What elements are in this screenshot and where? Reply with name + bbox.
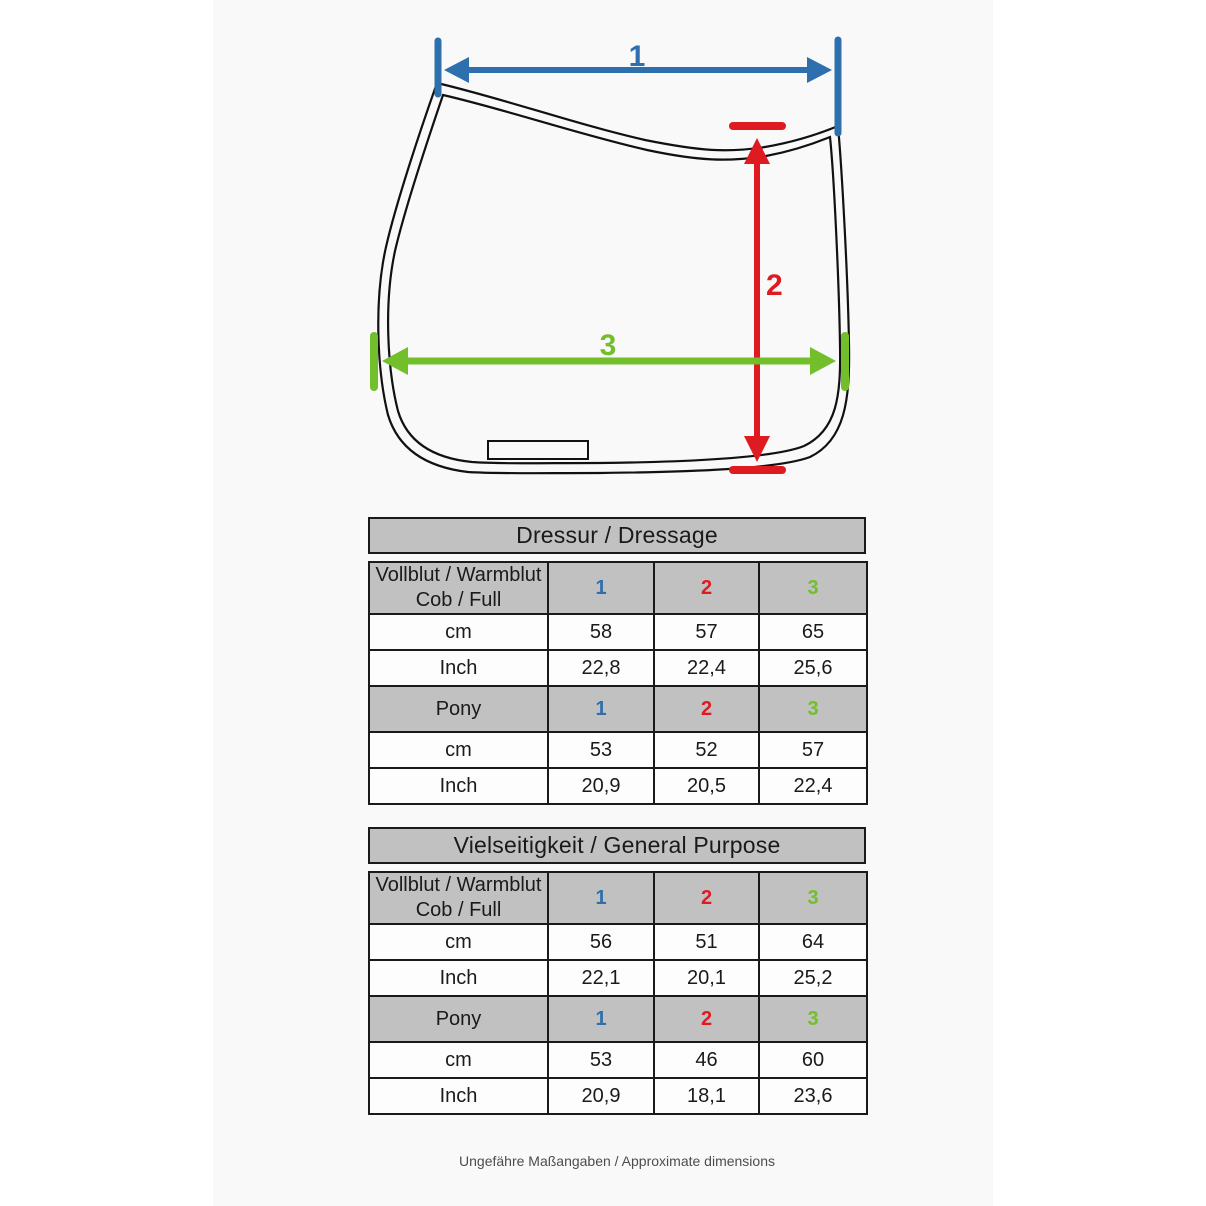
label-line-1: Pony bbox=[435, 1007, 482, 1030]
general-purpose-size-grid bbox=[368, 871, 868, 1115]
general-purpose-size-table bbox=[368, 827, 866, 1115]
table-title: Dressur / Dressage bbox=[368, 517, 866, 554]
dimension-1-arrow bbox=[438, 40, 838, 133]
size-group-label bbox=[369, 872, 548, 924]
dim3-column-header: 3 bbox=[759, 872, 867, 924]
dim2-label: 2 bbox=[766, 269, 783, 302]
value-cell: 22,4 bbox=[654, 650, 759, 686]
unit-cell: Inch bbox=[369, 650, 548, 686]
dim3-arrowhead-left bbox=[382, 347, 408, 375]
dim2-column-header: 2 bbox=[654, 872, 759, 924]
value-cell: 20,9 bbox=[548, 768, 654, 804]
dim1-label: 1 bbox=[628, 40, 646, 73]
table-row bbox=[369, 614, 867, 650]
value-cell: 25,6 bbox=[759, 650, 867, 686]
value-cell: 46 bbox=[654, 1042, 759, 1078]
dim3-column-header: 3 bbox=[759, 686, 867, 732]
dressage-size-grid bbox=[368, 561, 868, 805]
unit-cell: cm bbox=[369, 924, 548, 960]
unit-cell: Inch bbox=[369, 960, 548, 996]
dim1-column-header: 1 bbox=[548, 872, 654, 924]
table-row bbox=[369, 562, 867, 614]
table-row bbox=[369, 732, 867, 768]
value-cell: 52 bbox=[654, 732, 759, 768]
value-cell: 53 bbox=[548, 1042, 654, 1078]
table-row bbox=[369, 768, 867, 804]
value-cell: 57 bbox=[654, 614, 759, 650]
value-cell: 60 bbox=[759, 1042, 867, 1078]
approximate-dimensions-note: Ungefähre Maßangaben / Approximate dimensions bbox=[459, 1153, 775, 1169]
dim3-column-header: 3 bbox=[759, 996, 867, 1042]
value-cell: 65 bbox=[759, 614, 867, 650]
dimension-3-arrow bbox=[374, 329, 845, 387]
dim2-arrowhead-top bbox=[744, 138, 770, 164]
size-group-label bbox=[369, 686, 548, 732]
table-row bbox=[369, 686, 867, 732]
unit-cell: cm bbox=[369, 614, 548, 650]
size-group-label bbox=[369, 996, 548, 1042]
value-cell: 20,1 bbox=[654, 960, 759, 996]
dim1-column-header: 1 bbox=[548, 996, 654, 1042]
dim1-column-header: 1 bbox=[548, 686, 654, 732]
table-row bbox=[369, 960, 867, 996]
value-cell: 22,1 bbox=[548, 960, 654, 996]
unit-cell: cm bbox=[369, 732, 548, 768]
dim2-column-header: 2 bbox=[654, 686, 759, 732]
value-cell: 22,8 bbox=[548, 650, 654, 686]
dim3-label: 3 bbox=[599, 329, 617, 362]
dim2-arrowhead-bottom bbox=[744, 436, 770, 462]
label-line-2: Cob / Full bbox=[415, 899, 502, 921]
label-line-2: Cob / Full bbox=[415, 589, 502, 611]
value-cell: 18,1 bbox=[654, 1078, 759, 1114]
table-row bbox=[369, 996, 867, 1042]
value-cell: 23,6 bbox=[759, 1078, 867, 1114]
value-cell: 57 bbox=[759, 732, 867, 768]
dimension-2-arrow bbox=[733, 126, 783, 470]
value-cell: 20,5 bbox=[654, 768, 759, 804]
label-patch bbox=[488, 441, 588, 459]
dim1-column-header: 1 bbox=[548, 562, 654, 614]
saddle-pad-dimension-diagram bbox=[0, 0, 1206, 505]
dim2-column-header: 2 bbox=[654, 996, 759, 1042]
label-line-1: Vollblut / Warmblut bbox=[375, 564, 542, 586]
value-cell: 25,2 bbox=[759, 960, 867, 996]
dressage-size-table bbox=[368, 517, 866, 805]
value-cell: 22,4 bbox=[759, 768, 867, 804]
dim3-column-header: 3 bbox=[759, 562, 867, 614]
value-cell: 51 bbox=[654, 924, 759, 960]
unit-cell: Inch bbox=[369, 768, 548, 804]
value-cell: 56 bbox=[548, 924, 654, 960]
label-line-1: Vollblut / Warmblut bbox=[375, 874, 542, 896]
table-title: Vielseitigkeit / General Purpose bbox=[368, 827, 866, 864]
unit-cell: cm bbox=[369, 1042, 548, 1078]
table-row bbox=[369, 872, 867, 924]
unit-cell: Inch bbox=[369, 1078, 548, 1114]
table-row bbox=[369, 924, 867, 960]
value-cell: 20,9 bbox=[548, 1078, 654, 1114]
value-cell: 58 bbox=[548, 614, 654, 650]
size-group-label bbox=[369, 562, 548, 614]
dim1-arrowhead-left bbox=[444, 57, 469, 83]
dim1-arrowhead-right bbox=[807, 57, 832, 83]
dim3-arrowhead-right bbox=[810, 347, 836, 375]
table-row bbox=[369, 1078, 867, 1114]
label-line-1: Pony bbox=[435, 697, 482, 720]
dim2-column-header: 2 bbox=[654, 562, 759, 614]
table-row bbox=[369, 650, 867, 686]
value-cell: 64 bbox=[759, 924, 867, 960]
value-cell: 53 bbox=[548, 732, 654, 768]
table-row bbox=[369, 1042, 867, 1078]
